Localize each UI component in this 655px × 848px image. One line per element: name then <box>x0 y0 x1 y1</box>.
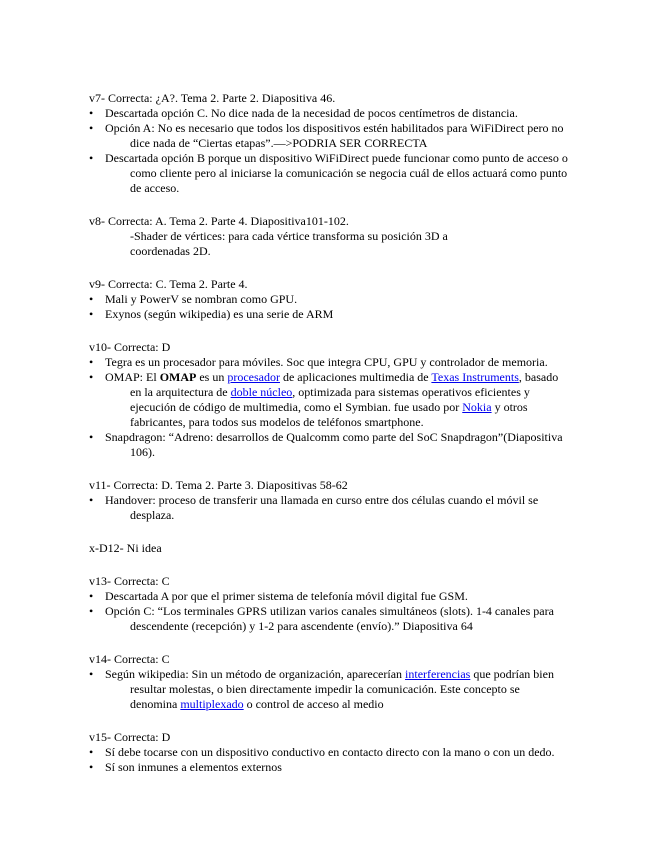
bullet-icon: • <box>89 745 94 759</box>
question-title: v8- Correcta: A. Tema 2. Parte 4. Diapositiva101-102. <box>89 214 349 228</box>
bullet-icon: • <box>89 355 94 369</box>
bullet-list <box>89 589 569 634</box>
bullet-icon: • <box>89 604 94 618</box>
note-line: -Shader de vértices: para cada vértice transforma su posición 3D a <box>130 229 448 243</box>
bullet-list <box>89 355 569 460</box>
question-title: v11- Correcta: D. Tema 2. Parte 3. Diapositivas 58-62 <box>89 478 348 492</box>
question-title: x-D12- Ni idea <box>89 541 162 555</box>
bullet-icon: • <box>89 121 94 135</box>
question-title: v10- Correcta: D <box>89 340 171 354</box>
list-item: • Opción C: “Los terminales GPRS utilizan varios canales simultáneos (slots). 1-4 canales para descendente (recepción) y 1-2 para ascendente (envío).” Diapositiva 64 <box>89 604 554 633</box>
list-item: • Tegra es un procesador para móviles. Soc que integra CPU, GPU y controlador de memoria. <box>89 355 548 369</box>
bullet-list <box>89 106 569 196</box>
link-multiplexado[interactable]: multiplexado <box>180 697 244 711</box>
question-title: v9- Correcta: C. Tema 2. Parte 4. <box>89 277 248 291</box>
question-v8 <box>89 214 569 259</box>
bullet-list <box>89 292 569 322</box>
question-title: v13- Correcta: C <box>89 574 170 588</box>
link-interferencias[interactable]: interferencias <box>405 667 471 681</box>
list-item: • Descartada opción C. No dice nada de la necesidad de pocos centímetros de distancia. <box>89 106 518 120</box>
bullet-icon: • <box>89 370 94 384</box>
bullet-icon: • <box>89 760 94 774</box>
question-title: v7- Correcta: ¿A?. Tema 2. Parte 2. Diapositiva 46. <box>89 91 336 105</box>
bullet-icon: • <box>89 667 94 681</box>
question-v13 <box>89 574 569 634</box>
bullet-icon: • <box>89 493 94 507</box>
bullet-icon: • <box>89 292 94 306</box>
question-title: v14- Correcta: C <box>89 652 170 666</box>
question-v7 <box>89 91 569 196</box>
list-item: • Snapdragon: “Adreno: desarrollos de Qualcomm como parte del SoC Snapdragon”(Diapositiva 106). <box>89 430 563 459</box>
question-v10 <box>89 340 569 460</box>
list-item: • Descartada A por que el primer sistema de telefonía móvil digital fue GSM. <box>89 589 468 603</box>
question-title: v15- Correcta: D <box>89 730 171 744</box>
question-xd12 <box>89 541 569 556</box>
bullet-icon: • <box>89 589 94 603</box>
bullet-icon: • <box>89 430 94 444</box>
bullet-list <box>89 745 569 775</box>
bullet-list <box>89 667 569 712</box>
question-v14 <box>89 652 569 712</box>
link-doble-nucleo[interactable]: doble núcleo <box>230 385 293 399</box>
bullet-list <box>89 493 569 523</box>
list-item: • OMAP: El OMAP es un procesador de aplicaciones multimedia de Texas Instruments, basado en la arquitectura de doble núcleo, optimizada para sistemas operativos eficientes y ejecución de código de multimedia, como el Symbian. fue usado por Nokia y otros fabricantes, para todos sus modelos de teléfonos smartphone. <box>89 370 559 429</box>
list-item: • Opción A: No es necesario que todos los dispositivos estén habilitados para WiFiDirect pero no dice nada de “Ciertas etapas”.—>PODRIA SER CORRECTA <box>89 121 564 150</box>
list-item: • Mali y PowerV se nombran como GPU. <box>89 292 298 306</box>
question-v9 <box>89 277 569 322</box>
bullet-icon: • <box>89 307 94 321</box>
document-content <box>89 91 569 793</box>
list-item: • Sí son inmunes a elementos externos <box>89 760 282 774</box>
list-item: • Exynos (según wikipedia) es una serie de ARM <box>89 307 334 321</box>
list-item: • Según wikipedia: Sin un método de organización, aparecerían interferencias que podrían bien resultar molestas, o bien directamente impedir la comunicación. Este concepto se denomina multiplexado o control de acceso al medio <box>89 667 554 711</box>
bullet-icon: • <box>89 151 94 165</box>
note-line: coordenadas 2D. <box>130 244 211 258</box>
question-v15 <box>89 730 569 775</box>
link-procesador[interactable]: procesador <box>227 370 280 384</box>
link-nokia[interactable]: Nokia <box>462 400 492 414</box>
list-item: • Sí debe tocarse con un dispositivo conductivo en contacto directo con la mano o con un dedo. <box>89 745 555 759</box>
question-v11 <box>89 478 569 523</box>
link-texas-instruments[interactable]: Texas Instruments <box>431 370 519 384</box>
list-item: • Handover: proceso de transferir una llamada en curso entre dos células cuando el móvil se desplaza. <box>89 493 539 522</box>
list-item: • Descartada opción B porque un dispositivo WiFiDirect puede funcionar como punto de acceso o como cliente pero al iniciarse la comunicación se negocia cuál de ellos actuará como punto de acceso. <box>89 151 568 195</box>
bullet-icon: • <box>89 106 94 120</box>
